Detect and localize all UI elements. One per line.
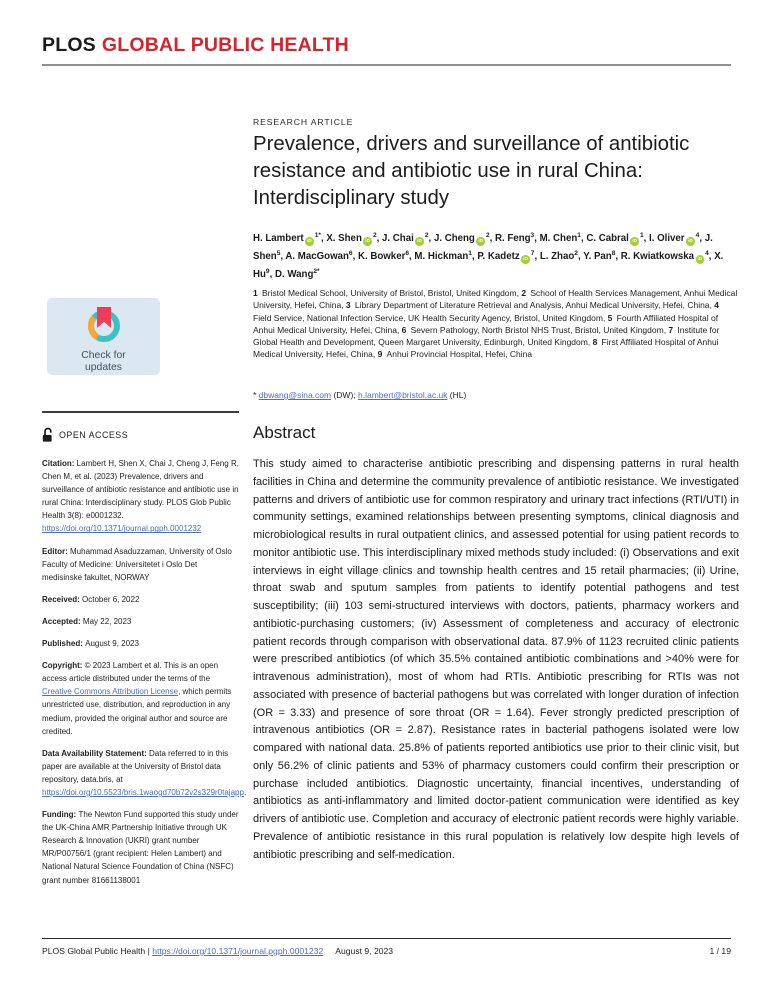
- text-segment: Published:: [42, 639, 86, 649]
- author-list: [253, 229, 735, 282]
- journal-name: GLOBAL PUBLIC HEALTH: [101, 34, 349, 56]
- sidebar-entry: [42, 593, 239, 606]
- orcid-icon[interactable]: iD: [521, 255, 530, 264]
- affiliation-number: 3: [345, 300, 351, 311]
- correspondence-line: [253, 390, 735, 400]
- link[interactable]: https://doi.org/10.5523/bris.1waogd70b72v2s329r0tajapp: [42, 787, 244, 797]
- affiliation-number: 1: [253, 288, 258, 298]
- text-segment: The Newton Fund supported this study under the UK-China AMR Partnership Initiative through UK Research & Innovation (UKRI) grant number MR/P00756/1 (grant recipient: Helen Lambert) and National Natural Science Foundation of China (NSFC) grant number 81661138001: [42, 810, 239, 885]
- open-access-row: [42, 427, 128, 442]
- text-segment: Received:: [42, 594, 83, 604]
- affiliation-number: 5: [607, 312, 613, 323]
- author-name: M. Hickman$^1$,: [414, 249, 478, 263]
- author-name: X. Shen $iD^2$,: [326, 232, 383, 245]
- text-segment: Editor:: [42, 546, 70, 556]
- affiliation-number: 4: [714, 300, 719, 311]
- link[interactable]: dbwang@sina.com: [258, 390, 332, 400]
- affiliation-number: 9: [377, 349, 383, 360]
- sidebar-entry: [42, 457, 239, 536]
- author-name: H. Lambert $iD^{1*}$,: [253, 232, 327, 245]
- affiliation-number: 2: [521, 288, 527, 298]
- orcid-icon[interactable]: iD: [415, 237, 424, 246]
- crossmark-icon: [84, 304, 124, 344]
- orcid-icon[interactable]: iD: [686, 237, 695, 246]
- text-segment: © 2023 Lambert et al. This is an open access article distributed under the terms of the: [42, 661, 219, 684]
- text-segment: October 6, 2022: [82, 594, 140, 604]
- text-segment: Funding:: [42, 810, 79, 820]
- footer-citation: [42, 946, 393, 956]
- article-type-label: RESEARCH ARTICLE: [253, 117, 354, 127]
- orcid-icon[interactable]: iD: [696, 255, 705, 264]
- text-segment: Muhammad Asaduzzaman, University of Oslo Faculty of Medicine: Universitetet i Oslo Det medisinske fakultet, NORWAY: [42, 546, 232, 582]
- author-name: J. Cheng $iD^2$,: [433, 232, 496, 245]
- orcid-icon[interactable]: iD: [630, 237, 639, 246]
- author-name: C. Cabral $iD^1$,: [586, 232, 650, 245]
- author-name: A. MacGowan$^6$,: [285, 249, 358, 263]
- text-segment: May 22, 2023: [82, 616, 132, 626]
- author-name: K. Bowker$^6$,: [357, 249, 415, 263]
- affiliation-number: 7: [668, 324, 674, 335]
- author-name: J. Shen$^5$,: [253, 233, 713, 263]
- author-name: R. Feng$^3$,: [495, 232, 540, 245]
- page-number: 1 / 19: [709, 946, 731, 956]
- link[interactable]: h.lambert@bristol.ac.uk: [358, 390, 448, 400]
- author-name: R. Kwiatkowska $iD^4$,: [620, 249, 715, 263]
- author-name: X. Hu$^9$,: [253, 251, 724, 280]
- text-segment: *: [253, 390, 259, 400]
- link[interactable]: https://doi.org/10.1371/journal.pgph.0001232: [42, 524, 202, 534]
- sidebar-entry: [42, 659, 239, 738]
- plos-logo: PLOS: [42, 34, 96, 56]
- author-name: J. Chai $iD^2$,: [382, 232, 434, 245]
- article-title: Prevalence, drivers and surveillance of antibiotic resistance and antibiotic use in rural China: Interdisciplinary study: [253, 133, 690, 209]
- sidebar-entry: [42, 747, 247, 799]
- orcid-icon[interactable]: iD: [363, 237, 372, 246]
- author-name: Y. Pan$^8$,: [583, 249, 621, 263]
- abstract-text: This study aimed to characterise antibiotic prescribing and dispensing patterns in rural health facilities in China and determine the community prevalence of antibiotic resistance. We investigated patterns and drivers of antibiotic use for common respiratory and urinary tract infections (RTI/UTI) in community settings, examined relationships between presenting symptoms, clinical diagnosis and microbiological results in rural outpatient clinics, and assessed potential for using patient records to monitor antibiotic use. This interdisciplinary mixed methods study included: (i) Observations and exit interviews in eight village clinics and township health centres and 15 retail pharmacies; (ii) Urine, throat swab and sputum samples from patients to identify potential pathogens and test susceptibility; (iii) 103 semi-structured interviews with doctors, patients, pharmacy workers and antibiotic-purchasing customers; (iv) Assessment of completeness and accuracy of electronic patient records through comparison with observational data. 87.9% of 1123 recruited clinic patients were prescribed antibiotics (of which 35.5% contained antibiotic combinations and >40% were for intravenous administration), most of whom had RTIs. Antibiotic prescribing for RTIs was not associated with presence of bacterial pathogens but was correlated with longer duration of infection (OR = 3.33) and presence of sore throat (OR = 1.64). Fever strongly predicted prescription of intravenous antibiotics (OR = 2.87). Resistance rates in bacterial pathogens isolated were low compared with national data. 25.8% of patients reported antibiotics use prior to their clinic visit, but only 56.2% of clinic patients and 53% of pharmacy customers could confirm their prescription or purchase included antibiotics. Diagnostic uncertainty, financial incentives, understanding of antibiotics as anti-inflammatory and limited doctor-patient communication were identified as key drivers of antibiotic use. Completion and accuracy of electronic patient records were highly variable. Prevalence of antibiotic resistance in this rural population is relatively low despite high levels of antibiotic prescribing and self-medication.: [253, 458, 739, 861]
- author-name: L. Zhao$^2$,: [539, 249, 584, 263]
- author-name: I. Oliver $iD^4$,: [649, 232, 705, 245]
- footer-date: August 9, 2023: [335, 946, 394, 956]
- footer-divider: [42, 938, 731, 939]
- check-updates-label: Check for updates: [81, 350, 126, 373]
- author-name: P. Kadetz $iD^7$,: [477, 249, 540, 263]
- text-segment: Data Availability Statement:: [42, 748, 149, 758]
- sidebar-entry: [42, 615, 239, 628]
- link[interactable]: https://doi.org/10.1371/journal.pgph.0001232: [152, 946, 324, 956]
- check-for-updates-button[interactable]: [47, 298, 160, 375]
- open-access-label: OPEN ACCESS: [59, 429, 129, 440]
- text-segment: (HL): [447, 390, 467, 400]
- affiliation-number: 6: [401, 324, 407, 335]
- footer-journal-doi: [42, 946, 323, 956]
- open-lock-icon: [42, 427, 54, 442]
- sidebar-entry: [42, 545, 239, 584]
- abstract-heading: Abstract: [253, 423, 316, 442]
- author-name: D. Wang$^{2*}$: [274, 267, 320, 280]
- text-segment: Accepted:: [42, 616, 83, 626]
- orcid-icon[interactable]: iD: [305, 237, 314, 246]
- text-segment: (DW);: [331, 390, 359, 400]
- text-segment: August 9, 2023: [85, 639, 139, 649]
- author-name: M. Chen$^1$,: [539, 232, 587, 245]
- link[interactable]: Creative Commons Attribution License: [42, 687, 179, 697]
- sidebar-metadata: [42, 457, 247, 896]
- journal-masthead: [42, 34, 349, 57]
- sidebar-divider: [42, 411, 239, 413]
- text-segment: Citation:: [42, 459, 77, 468]
- text-segment: Lambert H, Shen X, Chai J, Cheng J, Feng R, Chen M, et al. (2023) Prevalence, drivers and surveillance of antibiotic resistance and antibiotic use in rural China: Interdisciplinary study. PLOS Glob Public Health 3(8): e0001232.: [42, 459, 239, 521]
- orcid-icon[interactable]: iD: [476, 237, 485, 246]
- affiliation-number: 8: [592, 337, 598, 348]
- header-divider: [42, 64, 731, 66]
- sidebar-entry: [42, 808, 239, 887]
- text-segment: .: [243, 787, 247, 797]
- text-segment: Data referred to in this paper are available at the University of Bristol data repository, data.bris, at: [42, 748, 229, 784]
- sidebar-entry: [42, 637, 239, 650]
- affiliation-list: 1 Bristol Medical School, University of Bristol, Bristol, United Kingdom, 2 School of Health Services Management, Anhui Medical University, Hefei, China, 3 Library Department of Literature Retrieval and Analysis, Anhui Medical University, Hefei, China, 4 Field Service, National Infection Service, UK Health Security Agency, Bristol, United Kingdom, 5 Fourth Affiliated Hospital of Anhui Medical University, Hefei, China, 6 Severn Pathology, North Bristol NHS Trust, Bristol, United Kingdom, 7 Institute for Global Health and Development, Queen Margaret University, Edinburgh, United Kingdom, 8 First Affiliated Hospital of Anhui Medical University, Hefei, China, 9 Anhui Provincial Hospital, Hefei, China: [253, 288, 738, 360]
- text-segment: , which permits unrestricted use, distribution, and reproduction in any medium, provided the original author and source are credited.: [42, 687, 232, 736]
- text-segment: Copyright:: [42, 661, 85, 671]
- text-segment: PLOS Global Public Health |: [42, 946, 153, 956]
